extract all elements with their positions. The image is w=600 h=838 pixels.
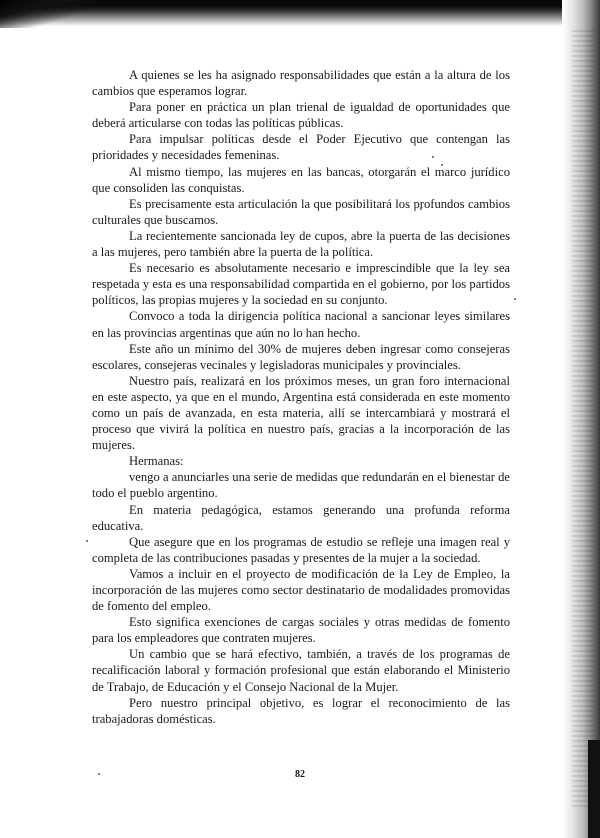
scan-corner-shadow [0, 0, 90, 28]
paragraph: Es precisamente esta articulación la que posibilitará los profundos cambios culturales que buscamos. [92, 196, 510, 227]
paragraph: Vamos a incluir en el proyecto de modificación de la Ley de Empleo, la incorporación de las mujeres como sector destinatario de modalidades promovidas de fomento del empleo. [92, 566, 510, 614]
scan-right-dark-corner [588, 740, 600, 838]
paragraph: En materia pedagógica, estamos generando una profunda reforma educativa. [92, 502, 510, 533]
scan-speck [86, 540, 88, 542]
paragraph: Esto significa exenciones de cargas sociales y otras medidas de fomento para los empleadores que contraten mujeres. [92, 615, 510, 646]
scan-top-shadow [0, 0, 600, 26]
paragraph: vengo a anunciarles una serie de medidas que redundarán en el bienestar de todo el pueblo argentino. [92, 470, 510, 501]
paragraph: Un cambio que se hará efectivo, también, a través de los programas de recalificación laboral y formación profesional que están elaborando el Ministerio de Trabajo, de Educación y el Consejo Nacional de la Mujer. [92, 647, 510, 694]
salutation: Hermanas: [129, 454, 184, 469]
paragraph: Al mismo tiempo, las mujeres en las bancas, otorgarán el marco jurídico que consoliden las conquistas. [92, 164, 510, 195]
page-body [92, 67, 510, 727]
paragraph: Para poner en práctica un plan trienal de igualdad de oportunidades que deberá articularse con todas las políticas públicas. [92, 100, 510, 131]
paragraph: Pero nuestro principal objetivo, es lograr el reconocimiento de las trabajadoras domésticas. [92, 695, 510, 726]
scan-speck [514, 298, 516, 300]
paragraph: Es necesario es absolutamente necesario e imprescindible que la ley sea respetada y esta es una responsabilidad compartida en el gobierno, por los partidos políticos, las propias mujeres y la sociedad en su conjunto. [92, 261, 510, 308]
paragraph: Este año un mínimo del 30% de mujeres deben ingresar como consejeras escolares, consejeras vecinales y legisladoras municipales y provinciales. [92, 341, 510, 372]
paragraph: La recientemente sancionada ley de cupos, abre la puerta de las decisiones a las mujeres, pero también abre la puerta de la política. [92, 228, 510, 260]
paragraph: Nuestro país, realizará en los próximos meses, un gran foro internacional en este aspecto, ya que en el mundo, Argentina está considerada en este momento como un país de avanzada, en esta materia, allí se intercambiará y mostrará el proceso que vivirá la política en nuestro país, gracias a la incorporación de las mujeres. [92, 373, 510, 453]
scan-right-texture [572, 30, 594, 810]
paragraph: Que asegure que en los programas de estudio se refleje una imagen real y completa de las contribuciones pasadas y presentes de la mujer a la sociedad. [92, 534, 510, 565]
paragraph: Para impulsar políticas desde el Poder Ejecutivo que contengan las prioridades y necesidades femeninas. [92, 132, 510, 163]
page-number: 82 [295, 769, 305, 780]
paragraph: A quienes se les ha asignado responsabilidades que están a la altura de los cambios que esperamos lograr. [92, 68, 510, 99]
paragraph: Convoco a toda la dirigencia política nacional a sancionar leyes similares en las provincias argentinas que aún no lo han hecho. [92, 309, 510, 340]
